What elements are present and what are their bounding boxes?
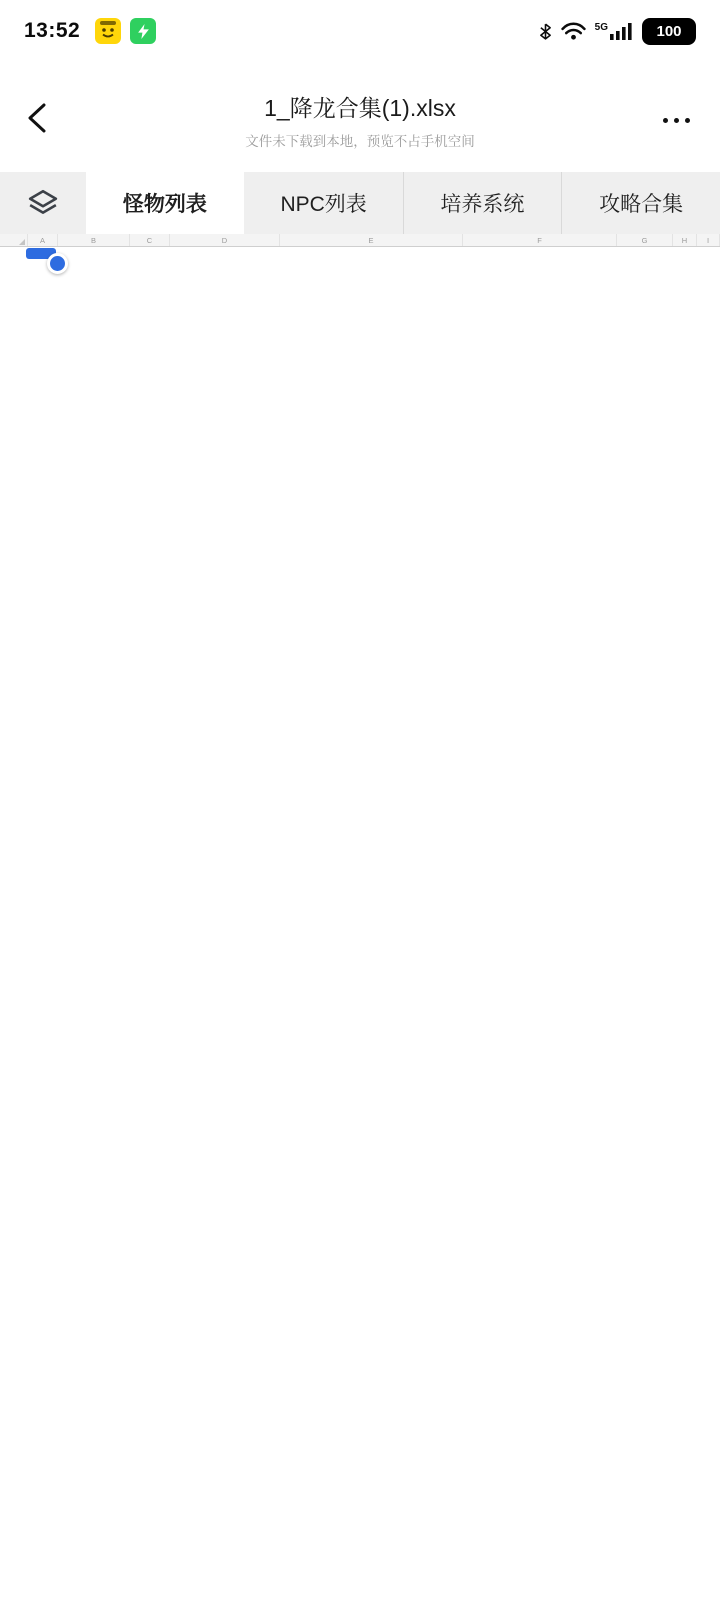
col-header-G[interactable]: G <box>617 234 673 246</box>
sheet-tab-bar <box>0 172 720 234</box>
layers-icon <box>25 188 61 218</box>
col-header-B[interactable]: B <box>58 234 130 246</box>
cellular-signal-icon <box>595 23 633 40</box>
col-header-D[interactable]: D <box>170 234 280 246</box>
tab-0[interactable]: 怪物列表 <box>86 172 244 234</box>
battery-saver-app-icon <box>130 18 156 44</box>
battery-indicator: 100 <box>642 18 696 45</box>
sheet-grid <box>0 234 720 1610</box>
more-options-button[interactable] <box>663 118 690 123</box>
col-header-E[interactable]: E <box>280 234 463 246</box>
bluetooth-icon <box>539 22 552 41</box>
smiley-face-icon <box>95 18 121 44</box>
status-right-icons <box>539 18 696 45</box>
selection-handle[interactable] <box>47 253 68 274</box>
network-type-label: 5G <box>594 21 608 33</box>
sheet-col-header <box>0 234 720 247</box>
lightning-bolt-icon <box>138 24 149 39</box>
col-header-A[interactable]: A <box>28 234 58 246</box>
col-header-H[interactable]: H <box>673 234 697 246</box>
wifi-icon <box>561 22 586 41</box>
tab-bar-tabs <box>86 172 720 234</box>
col-header-C[interactable]: C <box>130 234 170 246</box>
tab-3[interactable]: 攻略合集 <box>561 172 720 234</box>
tab-1[interactable]: NPC列表 <box>280 193 367 216</box>
status-time: 13:52 <box>24 19 81 42</box>
signal-bars-icon <box>610 23 633 40</box>
col-header-F[interactable]: F <box>463 234 617 246</box>
back-button[interactable] <box>24 102 50 134</box>
sheet-switcher-button[interactable] <box>0 172 86 234</box>
notification-app-icon <box>95 18 121 44</box>
status-bar <box>0 0 720 62</box>
tab-2[interactable]: 培养系统 <box>403 172 562 234</box>
chevron-left-icon <box>24 102 50 134</box>
document-title: 1_降龙合集(1).xlsx <box>264 95 456 121</box>
select-all-corner[interactable] <box>0 234 28 246</box>
col-header-I[interactable]: I <box>697 234 720 246</box>
document-subtitle: 文件未下载到本地，预览不占手机空间 <box>245 134 475 149</box>
title-bar <box>0 62 720 172</box>
